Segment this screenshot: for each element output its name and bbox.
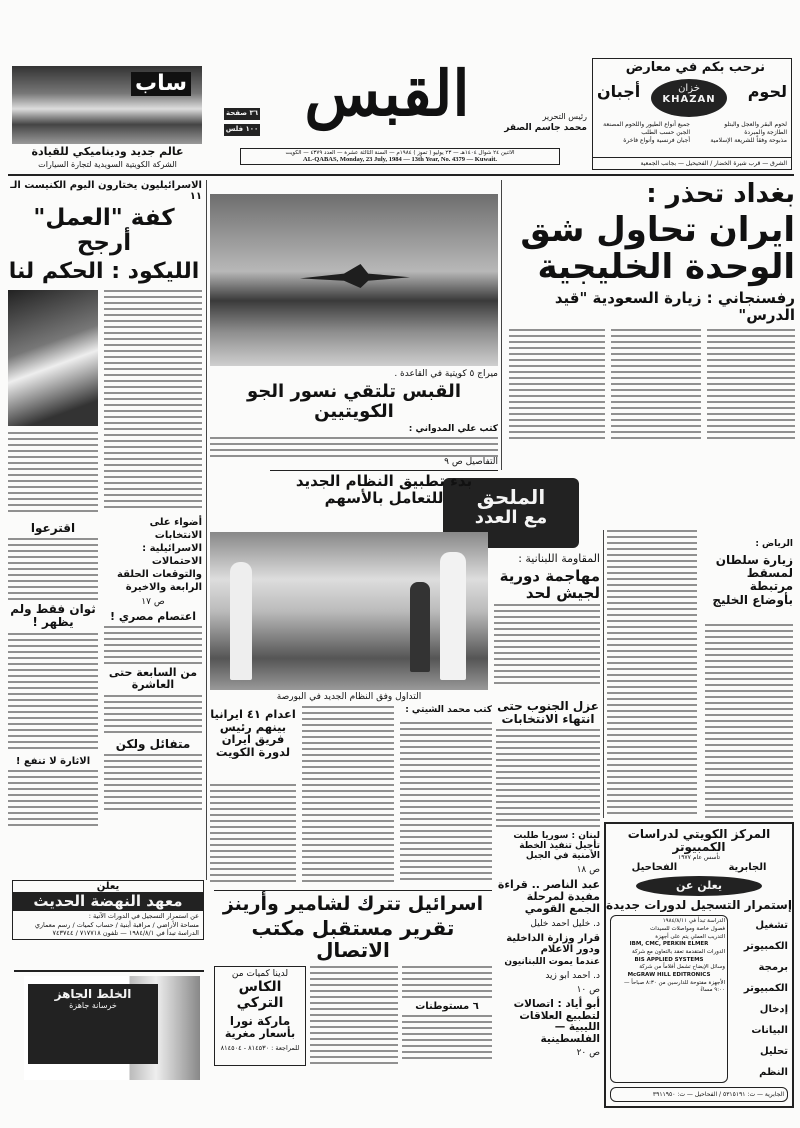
supplement-box[interactable]: الملحق مع العدد: [443, 478, 579, 548]
elections-headline-1: كفة "العمل" أرجح: [33, 205, 175, 257]
lead-subhead: رفسنجاني : زيارة السعودية "قيد الدرس": [554, 289, 795, 324]
interior-headline: قرار وزارة الداخلية ودور الاعلام: [506, 932, 600, 955]
lead-text-col-3: [509, 329, 605, 439]
ad-turkish-glass: لدينا كميات من الكاس التركي ماركة نورا بأسعار مغرية للمراجعة : ٨١٤٥٣٠ - ٨١٤٥٠٤: [214, 966, 306, 1066]
elections-kicker: الاسرائيليون يختارون اليوم الكنيست الـ ١١: [10, 180, 202, 202]
seventh-text: [104, 695, 202, 735]
israel-text-1: [402, 966, 492, 998]
optimist-heading: متفائل ولكن: [115, 736, 191, 751]
excitement-heading: الاثارة لا تنفع !: [15, 755, 91, 767]
seventh-tenth-heading: من السابعة حتى العاشرة: [108, 666, 198, 692]
figure: [440, 552, 466, 680]
stocks-photo: [210, 532, 488, 690]
figure: [410, 582, 430, 672]
supplement-column: [496, 700, 600, 1063]
iran-execution-headline: اعدام ٤١ ايرانيا بينهم رئيس فريق ايران لدورة الكويت: [210, 707, 296, 759]
lead-text-row: [505, 329, 795, 439]
saab-brand: ساب: [131, 72, 191, 96]
masthead-rule: [8, 174, 794, 176]
series-ref: ص ١٧: [141, 597, 165, 607]
south-headline: عزل الجنوب حتى انتهاء الانتخابات: [497, 699, 599, 727]
lebanon-story: المقاومة اللبنانية : مهاجمة دورية لجيش لحد: [494, 552, 600, 687]
air-text: [210, 437, 498, 457]
abu-zeid-ref: ص ١٠: [576, 984, 600, 995]
air-headline: القبس تلتقي نسور الجو الكويتيين: [246, 381, 461, 423]
khazan-bullets: لحوم البقر والعجل والبتلو جميع أنواع الطيور واللحوم المصنعة الطازجة والمبردة الجبن حسب الطلب مذبوحة وفقاً للشريعة الإسلامية أجبان فرنسية وأنواع فاخرة: [603, 121, 787, 144]
lead-headline: ايران تحاول شق الوحدة الخليجية: [520, 209, 795, 287]
settlements-text: [402, 1015, 492, 1059]
israel-body: [214, 966, 492, 1066]
egypt-sit-in-heading: اعتصام مصري !: [109, 610, 197, 624]
dateline: الاثنين ٢٤ شوال ١٤٠٤هـ — ٢٣ يوليو ( تموز ) ١٩٨٤م — السنة الثالثة عشرة — العدد ٤٣٧٩ — الكويت AL-QABAS, Monday, 23 July, 1984 — 13th Year, No. 4379 — Kuwait.: [240, 148, 560, 165]
editor-name: محمد جاسم الصقر: [504, 123, 587, 133]
stocks-text-1: [400, 722, 492, 884]
elections-headline-2: الليكود : الحكم لنا: [8, 258, 200, 284]
optimist-text: [104, 754, 202, 814]
egypt-text: [104, 626, 202, 664]
riyadh-label: الرياض :: [755, 539, 793, 549]
israel-text-2: [310, 966, 398, 1066]
sultan-visit-text: [705, 624, 793, 818]
ad-saab: [10, 62, 205, 170]
stocks-text-2: [302, 706, 394, 884]
air-story: [210, 369, 498, 506]
lead-text-col-2: [611, 329, 701, 439]
syria-ref: ص ١٨: [576, 865, 600, 876]
air-ref: التفاصيل ص ٩: [444, 457, 498, 468]
iran-text: [210, 784, 296, 884]
ad-computer-center: المركز الكويتي لدراسات الكمبيوتر تأسس عام ١٩٧٧ الجابرية الفحاحيل يعلن عن إستمرار التسجيل لدورات جديدة تشغيل الكمبيوتر برمجة الكمبيوتر إدخال البيانات تحليل النظم الدراسة تبدأ في ١٩٨٤/٨/١١ فصول خاصة ومواصلات للسيدات التدريب العملي يتم على أجهزة IBM, CMC, PERKIN ELMER الدورات المتقدمة تعقد بالتعاون مع شركة BIS APPLIED SYSTEMS وسائل الإيضاح تشمل أفلاماً من شركة McGRAW HILL EDITRONICS الأجهزة مفتوحة للدارسين من ٨:٣٠ صباحاً — ٩:٠٠ مساءً الجابرية — ت: ٥٣١٥١٩١ / الفحاحيل — ت: ٣٩١١٩٥٠: [604, 822, 794, 1108]
announce-bubble: يعلن عن: [636, 876, 762, 896]
sultan-visit-headline: زيارة سلطان لمسقط مرتبطة بأوضاع الخليج: [712, 553, 793, 607]
lebanese-headline: عندما يموت اللبنانيون: [504, 956, 600, 967]
khazan-logo: خزان KHAZAN: [651, 79, 727, 117]
lebanon-text: [494, 604, 600, 684]
abu-iyad-headline: أبو أياد : اتصالات لتطبيع العلاقات الليبية — الفلسطينية: [513, 998, 600, 1045]
israel-elections-series: أضواء على الانتخابات الاسرائيلية : الاحتمالات والتوقعات الحلقة الرابعة والاخيرة: [117, 517, 202, 593]
saab-slogan: عالم جديد وديناميكي للقيادة: [31, 145, 184, 158]
price-pages: ٣٦ صفحة: [224, 108, 260, 120]
elections-story: [6, 180, 202, 284]
ad-khazan: [592, 58, 792, 170]
elections-text-1: [104, 290, 202, 510]
divider: [270, 470, 498, 471]
stocks-caption: التداول وفق النظام الجديد في البورصة: [276, 692, 422, 702]
khazan-left-word: أجبان: [597, 82, 641, 101]
column-rule: [501, 180, 502, 470]
column-rule: [603, 530, 604, 818]
air-byline: كتب علي المدواني :: [408, 423, 498, 434]
khazan-addresses: الشرق — قرب شيرة الخضار / الفحيحيل — بجانب الجمعية: [593, 157, 791, 169]
figure: [230, 562, 252, 680]
concrete-panel: الخلط الجاهز خرسانة جاهزة: [28, 984, 158, 1064]
abu-iyad-ref: ص ٢٠: [576, 1048, 600, 1059]
jet-photo: [210, 194, 498, 366]
lead-story: [505, 180, 795, 439]
south-text: [496, 729, 600, 829]
seconds-text: [8, 633, 98, 753]
ad-nahda-institute: يعلن معهد النهضة الحديث عن استمرار التسجيل في الدورات الآتية : مساحة الأراضي / مراقبة أبنية / حساب كميات / رسم معماري الدراسة تبدأ في ١٩٨٤/٨/١ — تلفون ٧١٧٧١٨ / ٧٤٣٧٤٤: [12, 880, 204, 940]
settlements-headline: ٦ مستوطنات: [415, 1000, 479, 1012]
ad-ready-mix-concrete: [24, 976, 200, 1080]
left-subcol-b: [104, 516, 202, 817]
editor-label: رئيس التحرير: [542, 112, 587, 121]
price-fils: ١٠٠ فلس: [224, 124, 260, 136]
lead-kicker: بغداد تحذر :: [646, 179, 795, 209]
column-rule: [206, 180, 207, 880]
vote-heading: اقترعوا: [30, 521, 76, 535]
nasser-headline: عبد الناصر .. قراءة مفيدة لمرحلة الجمع القومي: [497, 878, 600, 916]
israel-story: [214, 894, 492, 1066]
israel-headline-1: اسرائيل تترك لشامير وأرينز: [222, 893, 484, 915]
left-subcol-a: [8, 522, 98, 833]
khazan-headline: نرحب بكم في معارض: [625, 60, 765, 75]
jet-silhouette: [300, 264, 410, 288]
campaign-photo: [8, 290, 98, 426]
computer-contacts: الجابرية — ت: ٥٣١٥١٩١ / الفحاحيل — ت: ٣٩١١٩٥٠: [610, 1087, 788, 1102]
abu-zeid-author: د. احمد ابو زيد: [545, 970, 600, 981]
excitement-text: [8, 770, 98, 830]
masthead: [212, 58, 587, 170]
israel-headline-2: تقرير مستقبل مكتب الاتصال: [251, 915, 455, 962]
syria-headline: لبنان : سوريا طلبت تأجيل تنفيذ الخطة الأمنية في الجبل: [513, 831, 600, 862]
vote-text: [8, 538, 98, 600]
newspaper-logo: القبس: [304, 57, 470, 130]
seconds-heading: ثوان فقط ولم يظهر !: [10, 602, 96, 630]
saab-company: الشركة الكويتية السويدية لتجارة السيارات: [38, 160, 177, 169]
nasser-author: د. خليل احمد خليل: [530, 918, 600, 929]
elections-text-2: [8, 432, 98, 512]
divider: [14, 970, 204, 972]
stocks-headline: بدء تطبيق النظام الجديد للتعامل بالأسهم: [295, 472, 473, 507]
stocks-byline: كتب محمد الشيتي :: [405, 705, 492, 715]
jet-caption: ميراج ٥ كويتية في القاعدة .: [394, 369, 498, 379]
lead-text-col-1: [707, 329, 795, 439]
lead-text-col-2b: [607, 530, 697, 818]
divider: [214, 890, 492, 891]
khazan-right-word: لحوم: [747, 82, 787, 101]
